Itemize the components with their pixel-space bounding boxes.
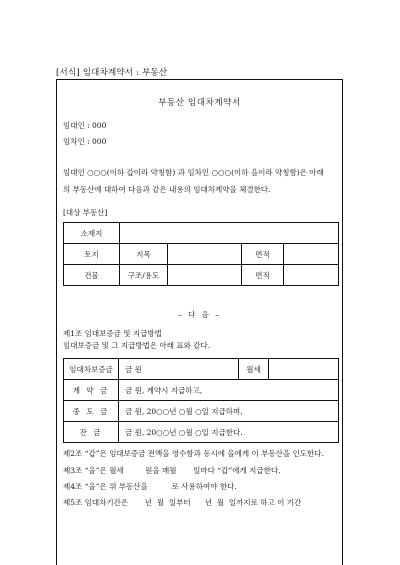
article-3: 제3조 “을”은 월세 원을 매월 일마다 “갑”에게 지급한다.	[63, 466, 281, 475]
table-row	[64, 380, 339, 401]
land-area-label: 면적	[242, 244, 284, 265]
form-label: [서식] 임대차계약서 : 부동산	[56, 68, 168, 78]
article-1-body: 임대보증금 및 그 지급방법은 아래 표와 같다.	[63, 341, 211, 350]
land-area-value-cell[interactable]	[284, 244, 339, 265]
article-4: 제4조 “을”은 위 부동산을 로 사용하여야 한다.	[63, 482, 237, 491]
land-category-value-cell[interactable]	[168, 244, 242, 265]
intro-line-2: 의 부동산에 대하여 다음과 같은 내용의 임대차계약을 체결한다.	[63, 185, 271, 194]
table-row	[64, 359, 339, 380]
rent-label: 월세	[239, 359, 269, 380]
contract-sheet	[56, 79, 343, 565]
contract-payment-value[interactable]: 금 원, 계약시 지급하고,	[119, 380, 339, 401]
intro-paragraph	[63, 164, 338, 198]
terms-heading: – 다 음 –	[177, 310, 222, 319]
table-row	[64, 401, 339, 422]
rent-value-cell[interactable]	[269, 359, 339, 380]
deposit-label: 임대차보증금	[64, 359, 119, 380]
middle-payment-label: 중 도 금	[64, 401, 119, 422]
middle-payment-value[interactable]: 금 원, 20○○년 ○월 ○일 지급하며,	[119, 401, 339, 422]
payment-table	[63, 358, 339, 443]
table-row	[64, 422, 339, 443]
property-section-label: [대상 부동산]	[63, 208, 108, 217]
article-5: 제5조 임대차기간은 년 월 일부터 년 월 일까지로 하고 이 기간	[63, 498, 302, 507]
structure-label: 구조/용도	[120, 265, 168, 286]
table-row	[64, 244, 339, 265]
building-label: 건물	[64, 265, 120, 286]
balance-payment-label: 잔 금	[64, 422, 119, 443]
property-table	[63, 222, 339, 286]
document-title: 부동산 임대차계약서	[158, 98, 241, 108]
location-value-cell[interactable]	[120, 223, 339, 244]
article-1-title: 제1조 임대보증금 및 지급방법	[63, 329, 162, 338]
location-label: 소재지	[64, 223, 120, 244]
intro-line-1: 임대인 ○○○(이하 갑이라 약칭함) 과 임차인 ○○○(이하 을이라 약칭함)은 아래	[63, 168, 324, 177]
tenant-line: 임차인 : 000	[63, 137, 107, 146]
land-category-label: 지목	[120, 244, 168, 265]
article-2: 제2조 “갑”은 임대보증금 전액을 영수함과 동시에 을에게 이 부동산을 인도한다.	[63, 449, 324, 458]
land-label: 토지	[64, 244, 120, 265]
building-area-value-cell[interactable]	[284, 265, 339, 286]
building-area-label: 면적	[242, 265, 284, 286]
balance-payment-value[interactable]: 금 원, 20○○년 ○월 ○일 지급한다.	[119, 422, 339, 443]
structure-value-cell[interactable]	[168, 265, 242, 286]
deposit-value[interactable]: 금 원	[119, 359, 239, 380]
contract-payment-label: 계 약 금	[64, 380, 119, 401]
table-row	[64, 223, 339, 244]
landlord-line: 임대인 : 000	[63, 121, 107, 130]
table-row	[64, 265, 339, 286]
